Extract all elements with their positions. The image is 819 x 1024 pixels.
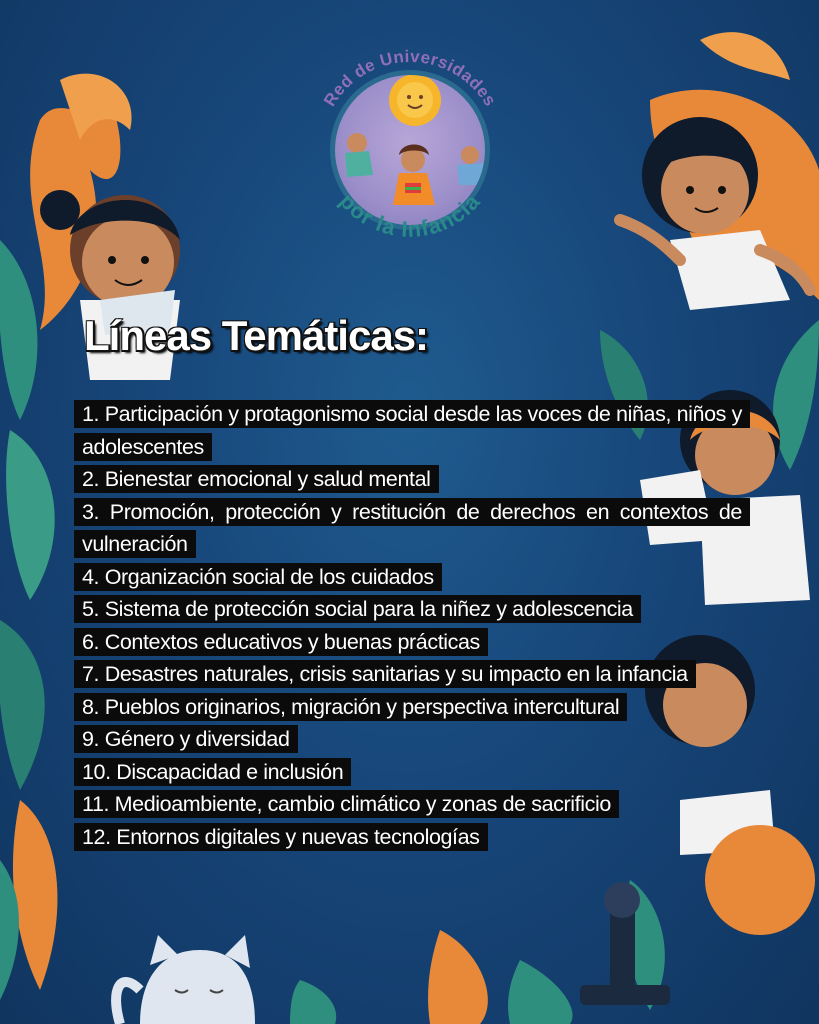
list-item — [74, 658, 750, 691]
topic-text: 6. Contextos educativos y buenas prácticas — [74, 628, 488, 656]
logo-arc-bottom-text: por la Infancia — [334, 188, 486, 243]
list-item — [74, 788, 750, 821]
topic-text: 9. Género y diversidad — [74, 725, 298, 753]
page-title: Líneas Temáticas: — [84, 312, 429, 359]
list-item — [74, 821, 750, 854]
logo-arc-top-text: Red de Universidades — [320, 46, 501, 110]
list-item — [74, 463, 750, 496]
topic-text: 12. Entornos digitales y nuevas tecnologías — [74, 823, 488, 851]
list-item — [74, 593, 750, 626]
svg-text:por la Infancia — [335, 188, 485, 242]
svg-text:Red de Universidades — [320, 47, 500, 110]
topic-text: 2. Bienestar emocional y salud mental — [74, 465, 439, 493]
list-item — [74, 561, 750, 594]
list-item — [74, 626, 750, 659]
list-item — [74, 723, 750, 756]
topic-text: 7. Desastres naturales, crisis sanitarias y su impacto en la infancia — [74, 660, 696, 688]
logo — [300, 18, 520, 258]
topic-text: 3. Promoción, protección y restitución de derechos en contextos de vulneración — [74, 498, 750, 559]
topic-text: 4. Organización social de los cuidados — [74, 563, 442, 591]
list-item — [74, 398, 750, 463]
list-item — [74, 756, 750, 789]
topic-text: 10. Discapacidad e inclusión — [74, 758, 351, 786]
list-item — [74, 496, 750, 561]
topic-text: 1. Participación y protagonismo social desde las voces de niñas, niños y adolescentes — [74, 400, 750, 461]
topics-list — [74, 398, 750, 853]
topic-text: 8. Pueblos originarios, migración y perspectiva intercultural — [74, 693, 627, 721]
list-item — [74, 691, 750, 724]
topic-text: 5. Sistema de protección social para la niñez y adolescencia — [74, 595, 641, 623]
topic-text: 11. Medioambiente, cambio climático y zonas de sacrificio — [74, 790, 619, 818]
